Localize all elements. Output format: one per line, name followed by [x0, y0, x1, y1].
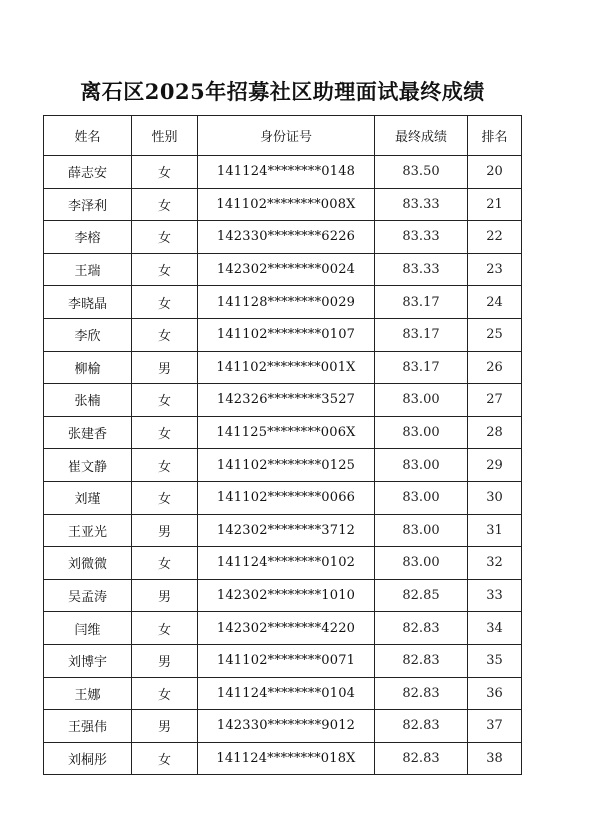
header-row [44, 116, 522, 156]
cell-id-number: 142330********6226 [198, 221, 375, 254]
table-row [44, 644, 522, 677]
cell-final-score: 83.00 [375, 481, 468, 514]
cell-gender: 女 [132, 742, 198, 775]
table-row [44, 481, 522, 514]
cell-gender: 女 [132, 156, 198, 189]
cell-name: 李晓晶 [44, 286, 132, 319]
cell-final-score: 83.00 [375, 547, 468, 580]
cell-gender: 女 [132, 416, 198, 449]
cell-gender: 女 [132, 481, 198, 514]
cell-rank: 34 [468, 612, 522, 645]
cell-id-number: 141102********001X [198, 351, 375, 384]
cell-final-score: 83.00 [375, 449, 468, 482]
table-row [44, 612, 522, 645]
cell-id-number: 141128********0029 [198, 286, 375, 319]
cell-id-number: 142302********3712 [198, 514, 375, 547]
cell-rank: 25 [468, 318, 522, 351]
cell-name: 刘瑾 [44, 481, 132, 514]
cell-final-score: 83.33 [375, 188, 468, 221]
table-row [44, 286, 522, 319]
cell-rank: 28 [468, 416, 522, 449]
cell-name: 王强伟 [44, 710, 132, 743]
cell-rank: 38 [468, 742, 522, 775]
cell-rank: 33 [468, 579, 522, 612]
cell-gender: 女 [132, 253, 198, 286]
table-row [44, 514, 522, 547]
header-gender: 性别 [132, 116, 198, 156]
cell-name: 崔文静 [44, 449, 132, 482]
page-title: 离石区2025年招募社区助理面试最终成绩 [80, 79, 485, 104]
cell-gender: 女 [132, 677, 198, 710]
table-body [44, 156, 522, 775]
cell-name: 李欣 [44, 318, 132, 351]
cell-rank: 35 [468, 644, 522, 677]
cell-final-score: 83.17 [375, 318, 468, 351]
cell-name: 王娜 [44, 677, 132, 710]
header-score: 最终成绩 [375, 116, 468, 156]
cell-id-number: 141102********0071 [198, 644, 375, 677]
header-id: 身份证号 [198, 116, 375, 156]
table-row [44, 188, 522, 221]
cell-id-number: 141124********018X [198, 742, 375, 775]
cell-rank: 30 [468, 481, 522, 514]
table-row [44, 253, 522, 286]
table-header [44, 116, 522, 156]
cell-final-score: 82.83 [375, 644, 468, 677]
cell-name: 刘博宇 [44, 644, 132, 677]
cell-id-number: 141124********0104 [198, 677, 375, 710]
cell-name: 闫维 [44, 612, 132, 645]
cell-rank: 29 [468, 449, 522, 482]
cell-rank: 21 [468, 188, 522, 221]
cell-gender: 男 [132, 710, 198, 743]
table-row [44, 677, 522, 710]
cell-id-number: 141102********0107 [198, 318, 375, 351]
cell-id-number: 142302********4220 [198, 612, 375, 645]
cell-name: 吴孟涛 [44, 579, 132, 612]
table-row [44, 351, 522, 384]
cell-rank: 22 [468, 221, 522, 254]
cell-rank: 23 [468, 253, 522, 286]
cell-gender: 女 [132, 286, 198, 319]
cell-name: 柳榆 [44, 351, 132, 384]
cell-gender: 女 [132, 612, 198, 645]
cell-final-score: 82.83 [375, 677, 468, 710]
cell-id-number: 142326********3527 [198, 384, 375, 417]
cell-final-score: 83.00 [375, 514, 468, 547]
header-name: 姓名 [44, 116, 132, 156]
cell-gender: 男 [132, 351, 198, 384]
cell-final-score: 83.33 [375, 253, 468, 286]
cell-gender: 女 [132, 188, 198, 221]
cell-id-number: 142330********9012 [198, 710, 375, 743]
cell-final-score: 82.83 [375, 742, 468, 775]
cell-final-score: 83.33 [375, 221, 468, 254]
cell-gender: 女 [132, 547, 198, 580]
cell-final-score: 83.00 [375, 416, 468, 449]
cell-gender: 女 [132, 449, 198, 482]
cell-id-number: 142302********1010 [198, 579, 375, 612]
table-row [44, 449, 522, 482]
cell-id-number: 141124********0148 [198, 156, 375, 189]
cell-rank: 32 [468, 547, 522, 580]
cell-gender: 男 [132, 644, 198, 677]
cell-gender: 女 [132, 221, 198, 254]
cell-id-number: 141125********006X [198, 416, 375, 449]
cell-name: 张楠 [44, 384, 132, 417]
cell-name: 薛志安 [44, 156, 132, 189]
cell-rank: 37 [468, 710, 522, 743]
header-rank: 排名 [468, 116, 522, 156]
cell-id-number: 141102********0066 [198, 481, 375, 514]
table-row [44, 318, 522, 351]
cell-name: 张建香 [44, 416, 132, 449]
cell-rank: 24 [468, 286, 522, 319]
cell-name: 李泽利 [44, 188, 132, 221]
cell-gender: 女 [132, 318, 198, 351]
cell-name: 王亚光 [44, 514, 132, 547]
cell-gender: 男 [132, 579, 198, 612]
cell-final-score: 82.83 [375, 612, 468, 645]
results-table [43, 115, 522, 775]
cell-name: 李榕 [44, 221, 132, 254]
table-row [44, 156, 522, 189]
cell-rank: 36 [468, 677, 522, 710]
cell-rank: 20 [468, 156, 522, 189]
cell-name: 刘桐彤 [44, 742, 132, 775]
cell-gender: 男 [132, 514, 198, 547]
cell-final-score: 83.00 [375, 384, 468, 417]
table-row [44, 742, 522, 775]
cell-final-score: 83.17 [375, 286, 468, 319]
cell-final-score: 83.17 [375, 351, 468, 384]
cell-id-number: 142302********0024 [198, 253, 375, 286]
table-row [44, 579, 522, 612]
cell-final-score: 82.83 [375, 710, 468, 743]
table-row [44, 547, 522, 580]
cell-id-number: 141102********008X [198, 188, 375, 221]
cell-rank: 31 [468, 514, 522, 547]
cell-rank: 27 [468, 384, 522, 417]
table-row [44, 384, 522, 417]
table-row [44, 416, 522, 449]
cell-final-score: 82.85 [375, 579, 468, 612]
table-row [44, 710, 522, 743]
cell-id-number: 141124********0102 [198, 547, 375, 580]
cell-gender: 女 [132, 384, 198, 417]
cell-name: 刘微微 [44, 547, 132, 580]
cell-final-score: 83.50 [375, 156, 468, 189]
cell-id-number: 141102********0125 [198, 449, 375, 482]
cell-rank: 26 [468, 351, 522, 384]
table-row [44, 221, 522, 254]
cell-name: 王瑞 [44, 253, 132, 286]
